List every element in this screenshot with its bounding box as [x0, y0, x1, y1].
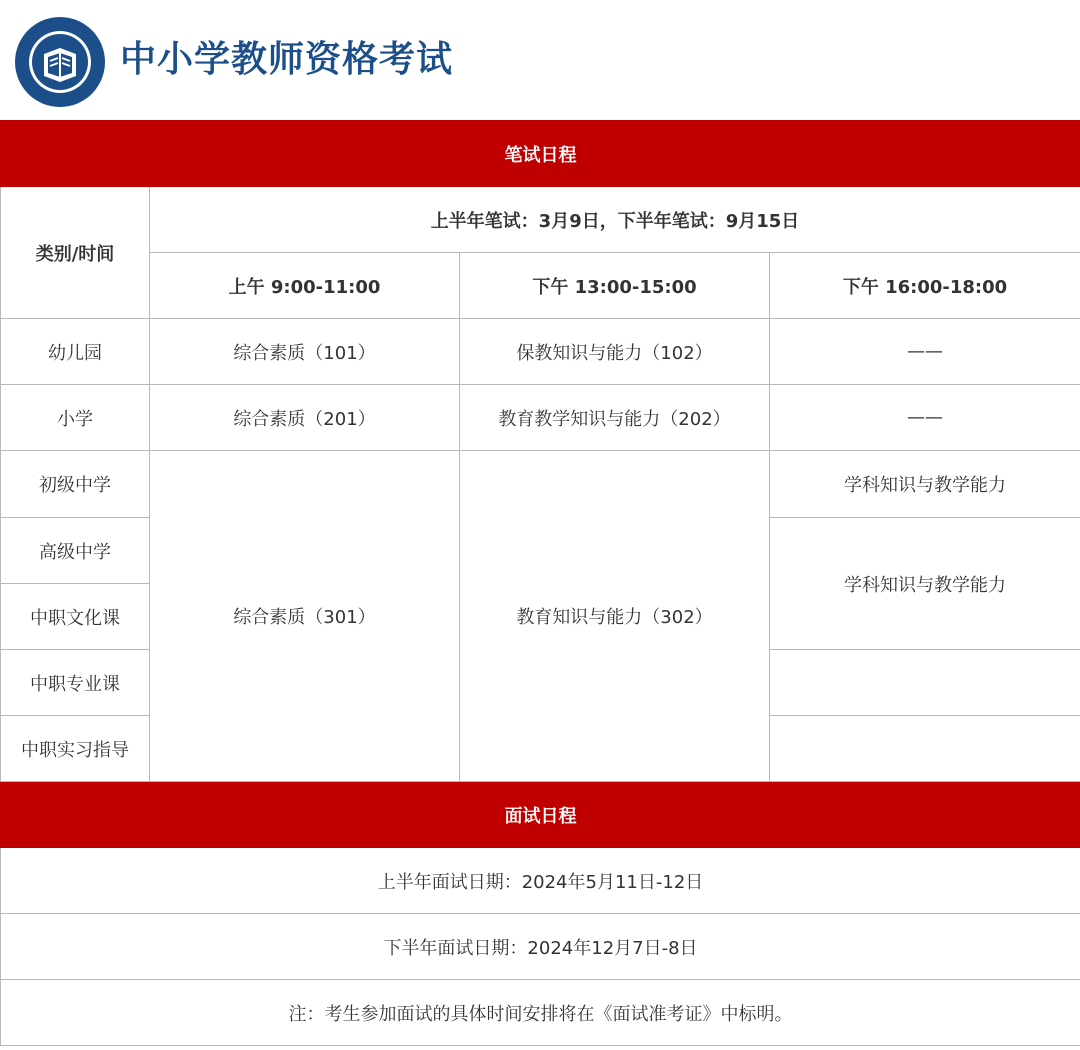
category-time-header: 类别/时间	[1, 187, 150, 319]
table-row	[1, 980, 1080, 1046]
row-category: 初级中学	[1, 451, 150, 518]
row-session-1: 综合素质（101）	[150, 319, 460, 385]
row-session-3: ——	[770, 319, 1080, 385]
row-session-2: 保教知识与能力（102）	[460, 319, 770, 385]
row-session-3-empty	[770, 716, 1080, 782]
interview-note: 注：考生参加面试的具体时间安排将在《面试准考证》中标明。	[1, 980, 1080, 1046]
written-section-header	[1, 121, 1080, 187]
row-category: 高级中学	[1, 518, 150, 584]
row-session-1: 综合素质（201）	[150, 385, 460, 451]
secondary-session-2: 教育知识与能力（302）	[460, 451, 770, 782]
interview-section-header	[1, 782, 1080, 848]
session-morning: 上午 9:00-11:00	[150, 253, 460, 319]
written-section-title: 笔试日程	[1, 121, 1080, 187]
row-session-3-empty	[770, 650, 1080, 716]
interview-section-title: 面试日程	[1, 782, 1080, 848]
written-exam-dates: 上半年笔试：3月9日，下半年笔试：9月15日	[150, 187, 1080, 253]
row-category: 中职专业课	[1, 650, 150, 716]
row-category: 幼儿园	[1, 319, 150, 385]
row-category: 小学	[1, 385, 150, 451]
interview-second-half: 下半年面试日期：2024年12月7日-8日	[1, 914, 1080, 980]
table-row	[1, 319, 1080, 385]
secondary-session-1: 综合素质（301）	[150, 451, 460, 782]
teacher-certification-emblem-icon	[14, 16, 106, 108]
row-session-3: 学科知识与教学能力	[770, 518, 1080, 650]
row-category: 中职实习指导	[1, 716, 150, 782]
row-category: 中职文化课	[1, 584, 150, 650]
page-header	[0, 0, 1080, 120]
table-row	[1, 385, 1080, 451]
session-afternoon-2: 下午 16:00-18:00	[770, 253, 1080, 319]
row-session-3: ——	[770, 385, 1080, 451]
session-afternoon-1: 下午 13:00-15:00	[460, 253, 770, 319]
exam-schedule-table	[0, 120, 1080, 1046]
page-title: 中小学教师资格考试	[120, 39, 454, 80]
table-row	[1, 848, 1080, 914]
row-session-2: 教育教学知识与能力（202）	[460, 385, 770, 451]
table-row	[1, 914, 1080, 980]
row-session-3: 学科知识与教学能力	[770, 451, 1080, 518]
table-row	[1, 451, 1080, 518]
interview-first-half: 上半年面试日期：2024年5月11日-12日	[1, 848, 1080, 914]
